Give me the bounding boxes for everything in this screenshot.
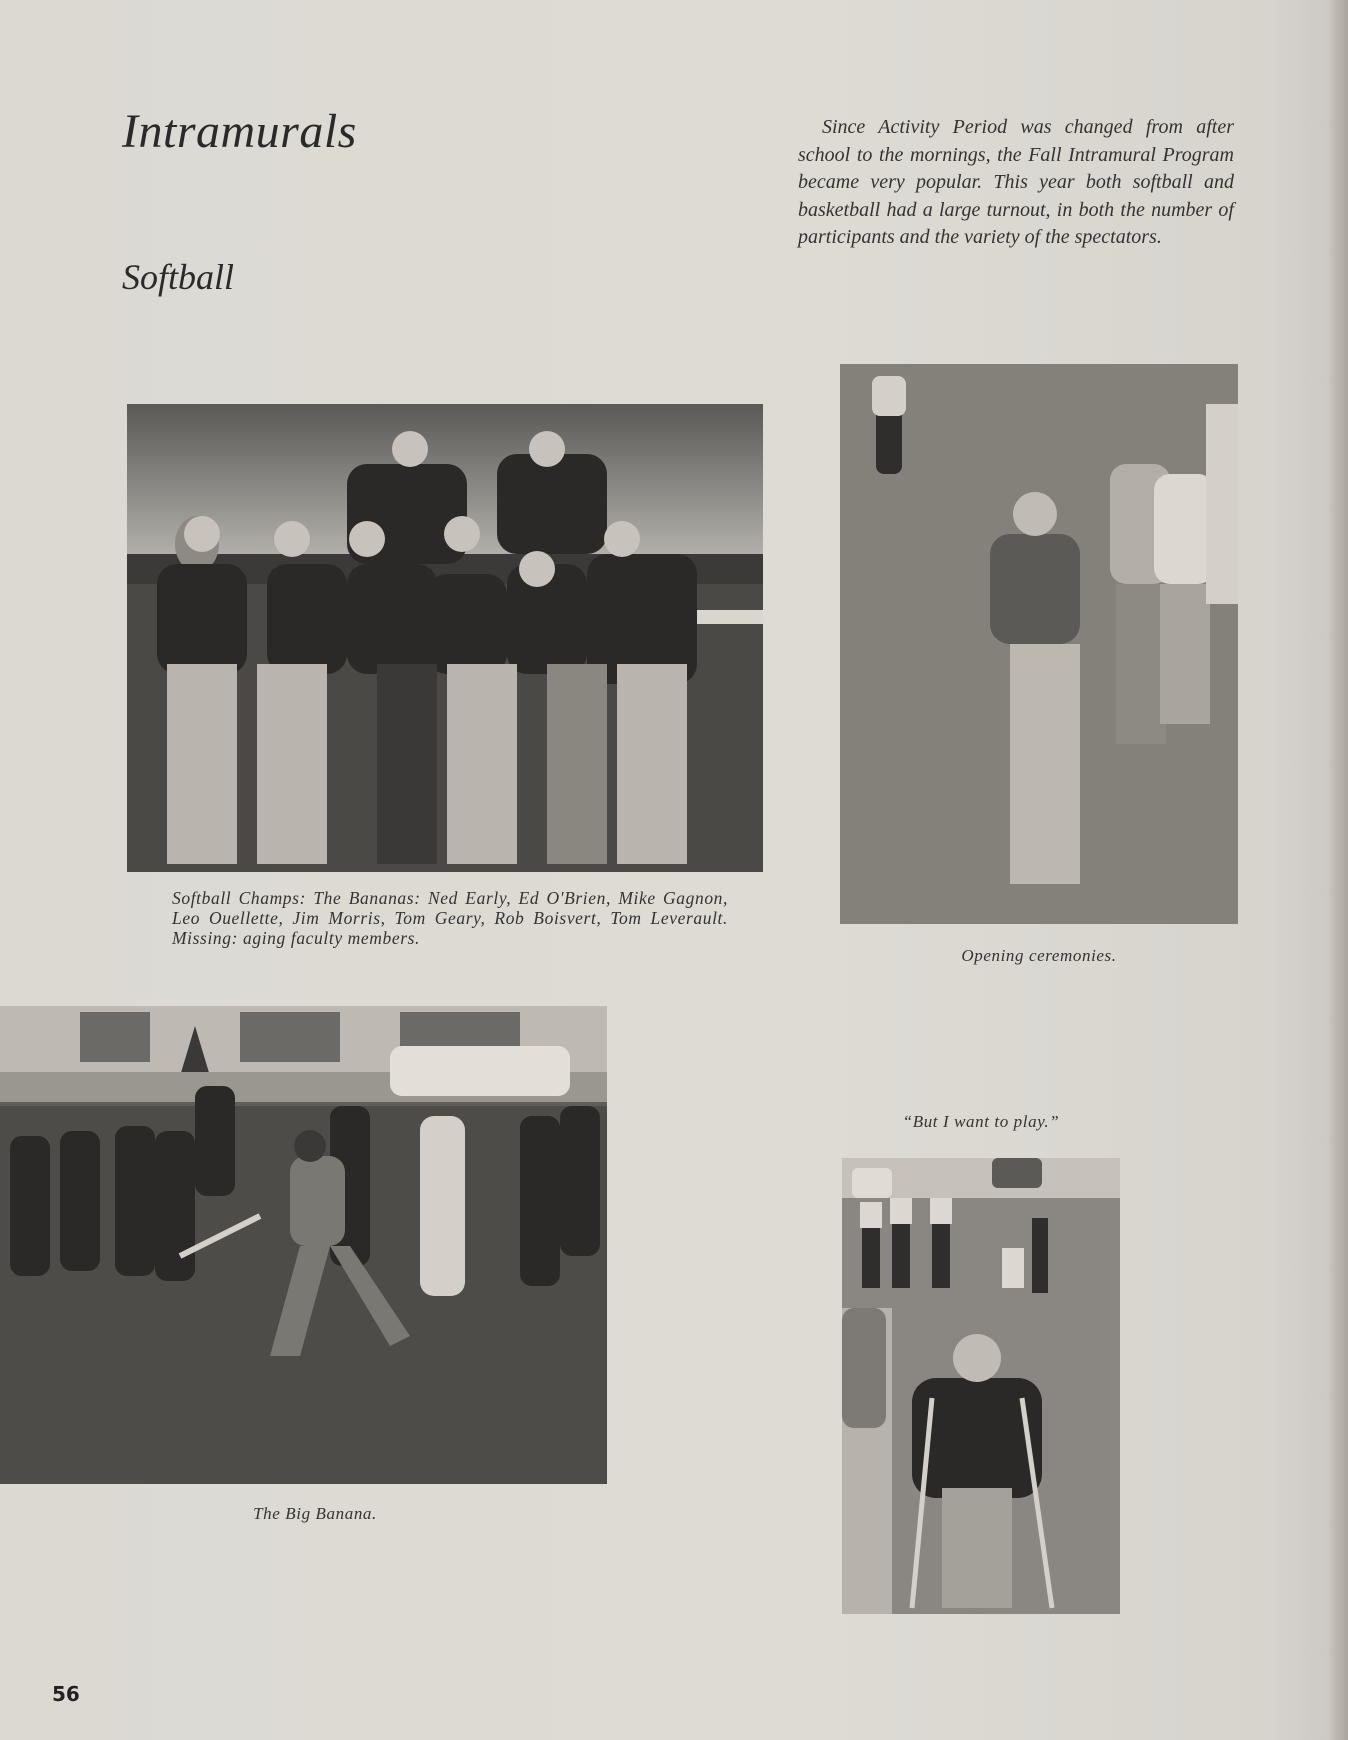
crutches-player-photo [842,1158,1120,1614]
page-spine-edge [1330,0,1348,1740]
photo-caption-opening: Opening ceremonies. [961,946,1117,965]
big-banana-batting-photo [0,1006,607,1484]
photo-caption-team: Softball Champs: The Bananas: Ned Early, Ed O'Brien, Mike Gagnon, Leo Ouellette, Jim Morris, Tom Geary, Rob Boisvert, Tom Leverault. Missing: aging faculty members. [172,888,728,948]
photo-caption-big-banana: The Big Banana. [253,1504,377,1523]
section-subtitle: Softball [122,257,235,297]
photo-caption-want-to-play: “But I want to play.” [902,1112,1060,1131]
page-number: 56 [52,1682,80,1706]
page-title: Intramurals [122,105,357,158]
opening-ceremonies-photo [840,364,1238,924]
intro-paragraph: Since Activity Period was changed from after school to the mornings, the Fall Intramural Program became very popular. This year both softball and basketball had a large turnout, in both the number of participants and the variety of the spectators. [798,116,1234,248]
team-group-photo [127,404,763,872]
